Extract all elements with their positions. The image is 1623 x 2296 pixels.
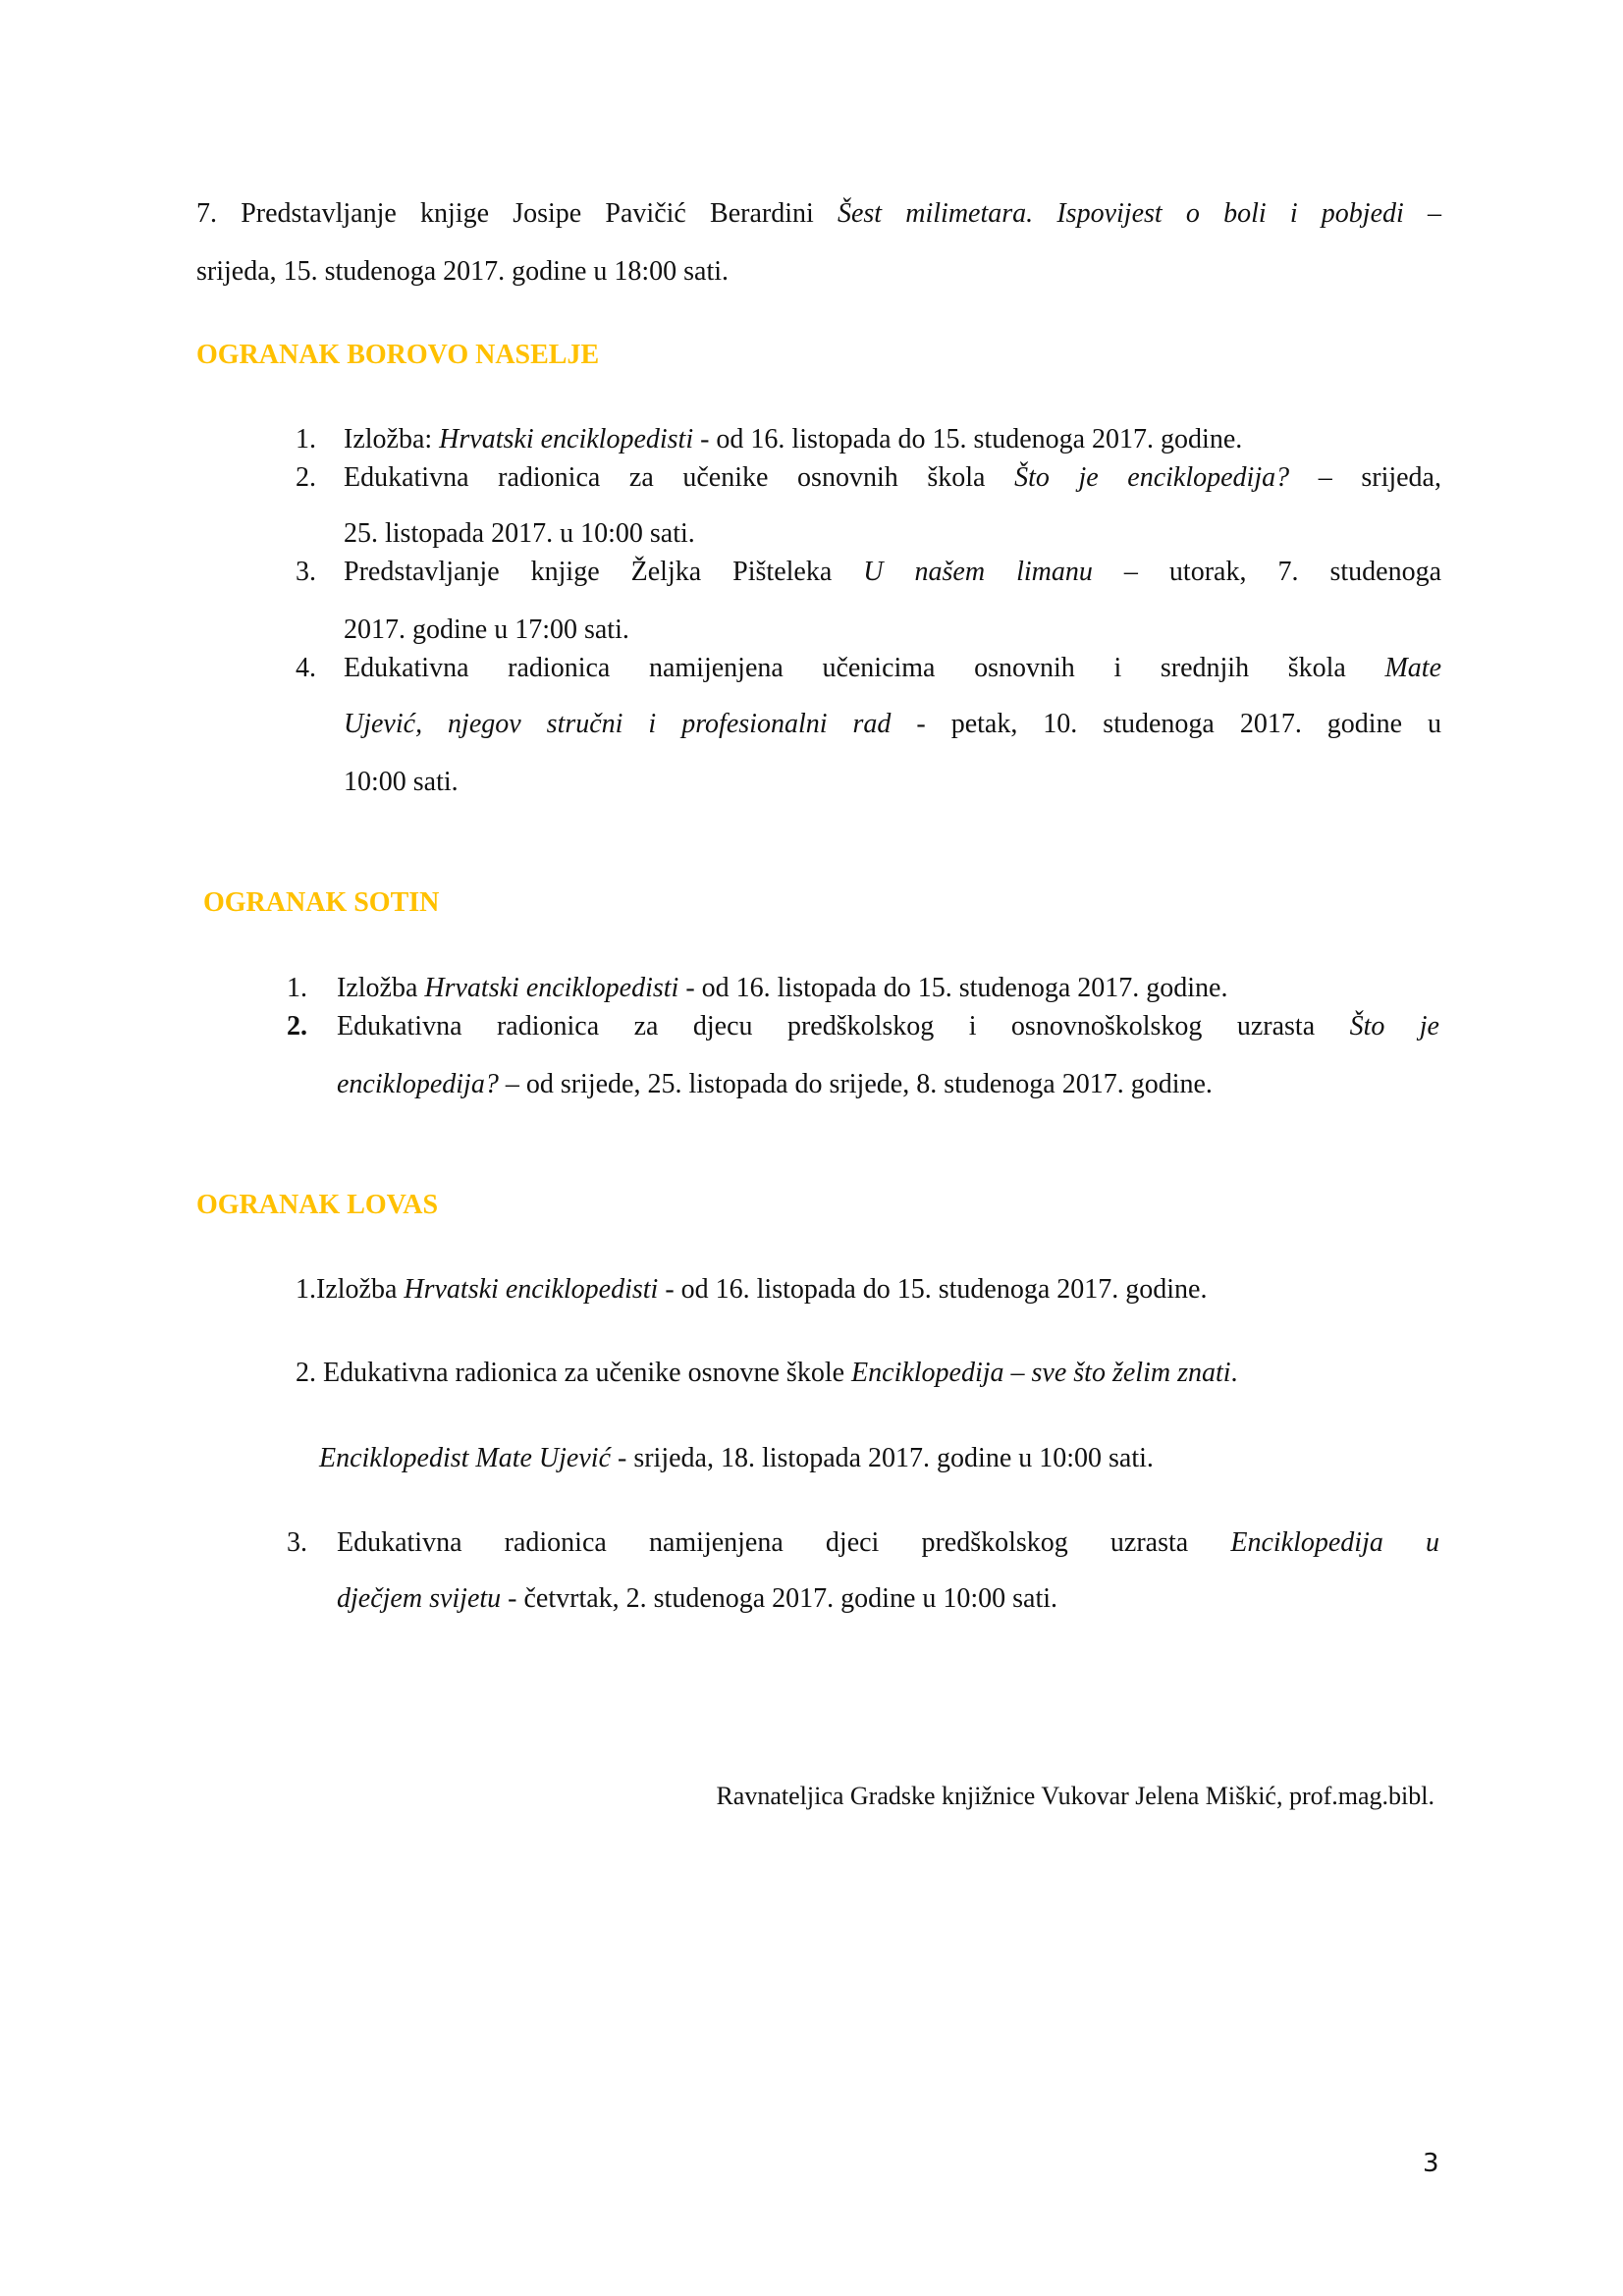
- text: - četvrtak, 2. studenoga 2017. godine u 10:00 sati.: [501, 1583, 1058, 1614]
- list-item: [337, 972, 1227, 1005]
- list-item-cont: [319, 1442, 1154, 1475]
- text: Izložba:: [344, 424, 440, 454]
- list-item: [337, 1526, 1439, 1560]
- list-item-cont: 2017. godine u 17:00 sati.: [344, 614, 629, 645]
- text: – srijeda,: [1289, 462, 1441, 493]
- list-item: [344, 461, 1441, 495]
- text: – od srijede, 25. listopada do srijede, 8. studenoga 2017. godine.: [498, 1069, 1213, 1099]
- list-item-cont: [337, 1582, 1057, 1616]
- intro-line-2: srijeda, 15. studenoga 2017. godine u 18:00 sati.: [196, 256, 730, 287]
- heading-borovo: OGRANAK BOROVO NASELJE: [196, 340, 600, 370]
- text: Edukativna radionica za učenike osnovnih škola: [344, 462, 1015, 493]
- text: Izložba: [337, 973, 425, 1003]
- heading-lovas: OGRANAK LOVAS: [196, 1190, 439, 1220]
- text: - od 16. listopada do 15. studenoga 2017. godine.: [658, 1274, 1208, 1305]
- signature: Ravnateljica Gradske knjižnice Vukovar Jelena Miškić, prof.mag.bibl.: [716, 1782, 1434, 1810]
- title: Hrvatski enciklopedisti: [424, 973, 679, 1003]
- text: –: [1403, 198, 1441, 229]
- list-item-cont: 25. listopada 2017. u 10:00 sati.: [344, 518, 695, 549]
- list-number: 1.: [287, 973, 307, 1003]
- title: Ujević, njegov stručni i profesionalni rad: [344, 709, 892, 739]
- title: Što je: [1349, 1011, 1439, 1041]
- book-title: Šest milimetara. Ispovijest o boli i pobjedi: [837, 198, 1404, 229]
- text: - srijeda, 18. listopada 2017. godine u 10:00 sati.: [611, 1443, 1154, 1473]
- intro-line-1: [196, 197, 1441, 231]
- list-item: [344, 652, 1441, 685]
- list-item-cont: [337, 1068, 1213, 1101]
- title: enciklopedija?: [337, 1069, 499, 1099]
- text: – utorak, 7. studenoga: [1092, 557, 1442, 587]
- title: Enciklopedija u: [1230, 1527, 1439, 1558]
- text: Edukativna radionica za djecu predškolskog i osnovnoškolskog uzrasta: [337, 1011, 1350, 1041]
- text: Edukativna radionica namijenjena djeci predškolskog uzrasta: [337, 1527, 1231, 1558]
- list-item: [337, 1010, 1439, 1043]
- text: 7. Predstavljanje knjige Josipe Pavičić Berardini: [196, 198, 838, 229]
- title: dječjem svijetu: [337, 1583, 502, 1614]
- text: Edukativna radionica namijenjena učenicima osnovnih i srednjih škola: [344, 653, 1385, 683]
- list-number: 4.: [296, 653, 316, 683]
- list-item: [344, 556, 1441, 589]
- list-number: 1.: [296, 424, 316, 454]
- list-item: [296, 1273, 1207, 1307]
- title: Mate: [1384, 653, 1441, 683]
- text: - od 16. listopada do 15. studenoga 2017. godine.: [678, 973, 1228, 1003]
- list-number: 2.: [287, 1011, 307, 1041]
- text: Predstavljanje knjige Željka Pišteleka: [344, 557, 864, 587]
- text: .: [1230, 1358, 1238, 1388]
- text: - od 16. listopada do 15. studenoga 2017. godine.: [693, 424, 1243, 454]
- text: 2. Edukativna radionica za učenike osnovne škole: [296, 1358, 852, 1388]
- text: - petak, 10. studenoga 2017. godine u: [891, 709, 1441, 739]
- title: Hrvatski enciklopedisti: [404, 1274, 659, 1305]
- title: U našem limanu: [863, 557, 1093, 587]
- list-item: [344, 423, 1242, 456]
- text: 1.Izložba: [296, 1274, 405, 1305]
- list-number: 2.: [296, 462, 316, 493]
- list-item: [296, 1357, 1238, 1390]
- list-number: 3.: [287, 1527, 307, 1558]
- title: Hrvatski enciklopedisti: [439, 424, 694, 454]
- list-number: 3.: [296, 557, 316, 587]
- title: Enciklopedist Mate Ujević: [319, 1443, 611, 1473]
- title: Što je enciklopedija?: [1014, 462, 1290, 493]
- title: Enciklopedija – sve što želim znati: [851, 1358, 1231, 1388]
- heading-sotin: OGRANAK SOTIN: [203, 887, 440, 918]
- page-number: 3: [1423, 2149, 1439, 2178]
- list-item-cont: [344, 708, 1441, 741]
- list-item-cont: 10:00 sati.: [344, 767, 459, 797]
